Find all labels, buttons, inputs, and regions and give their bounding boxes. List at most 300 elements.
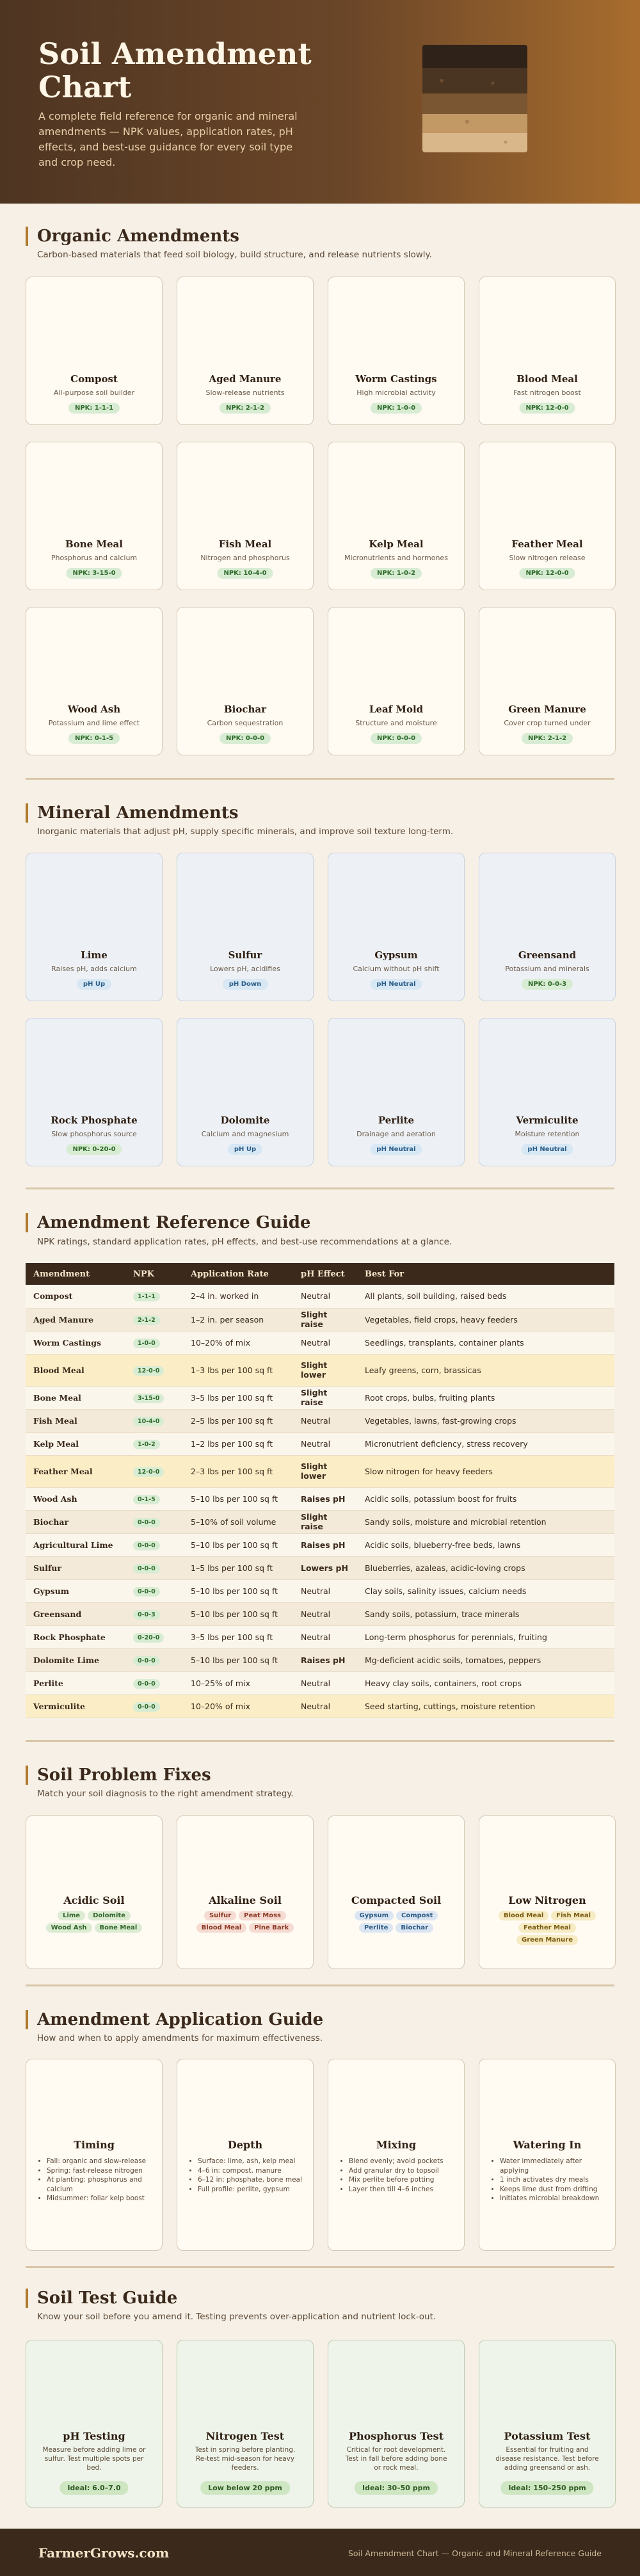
list-item: • Midsummer: foliar kelp boost <box>47 2194 153 2203</box>
tests-section-title: Soil Test Guide <box>26 2289 177 2308</box>
ph-effect: Neutral <box>293 1409 357 1432</box>
npk-badge: 12-0-0 <box>133 1366 164 1376</box>
best-for: Acidic soils, blueberry-free beds, lawns <box>357 1533 614 1556</box>
list-item: • Keeps lime dust from drifting <box>500 2185 606 2194</box>
npk-badge: NPK: 1-0-0 <box>371 403 422 414</box>
table-row <box>26 1671 614 1695</box>
wheelbarrow-icon <box>371 2077 422 2129</box>
fixes-section-title: Soil Problem Fixes <box>26 1766 211 1785</box>
npk-cell <box>125 1386 183 1409</box>
green-manure-plant-icon <box>516 633 580 697</box>
npk-badge: pH Up <box>77 979 111 990</box>
table-row <box>26 1556 614 1579</box>
npk-badge: pH Neutral <box>521 1144 573 1155</box>
ph-effect: Raises pH <box>293 1487 357 1510</box>
soil-layers-icon <box>422 45 527 152</box>
application-rate: 1–2 lbs per 100 sq ft <box>183 1432 293 1455</box>
npk-badge: 0-0-0 <box>133 1564 160 1574</box>
table-row <box>26 1487 614 1510</box>
table-header-row <box>26 1263 614 1285</box>
guide-section-title: Amendment Application Guide <box>26 2010 323 2029</box>
application-rate: 3–5 lbs per 100 sq ft <box>183 1625 293 1648</box>
npk-cell <box>125 1579 183 1602</box>
yellowing-plant-icon <box>522 1833 573 1884</box>
ph-effect: Slight lower <box>293 1455 357 1487</box>
application-rate: 1–2 in. per season <box>183 1308 293 1331</box>
soil-test-card[interactable] <box>26 2340 163 2508</box>
application-guide-card[interactable] <box>328 2059 465 2251</box>
npk-cell <box>125 1308 183 1331</box>
application-rate: 3–5 lbs per 100 sq ft <box>183 1386 293 1409</box>
soil-test-card[interactable] <box>177 2340 314 2508</box>
card-description: Fast nitrogen boost <box>513 389 581 397</box>
list-item: • Full profile: perlite, gypsum <box>198 2185 304 2194</box>
card-title: Wood Ash <box>67 704 121 715</box>
npk-badge: 0-0-0 <box>133 1656 160 1666</box>
amendment-tag: Fish Meal <box>551 1911 596 1920</box>
npk-cell <box>125 1285 183 1308</box>
table-row <box>26 1386 614 1409</box>
npk-cell <box>125 1409 183 1432</box>
application-rate: 10–25% of mix <box>183 1671 293 1695</box>
amendment-name: Rock Phosphate <box>26 1625 125 1648</box>
npk-badge: NPK: 1-0-2 <box>371 568 422 579</box>
fixes-section-subtitle: Match your soil diagnosis to the right amendment strategy. <box>37 1789 294 1799</box>
card-title: Compacted Soil <box>351 1894 442 1906</box>
card-title: Biochar <box>223 704 267 715</box>
leaf-mold-pile-icon <box>365 633 429 697</box>
test-tube-kit-icon <box>220 2358 271 2416</box>
application-rate: 2–3 lbs per 100 sq ft <box>183 1455 293 1487</box>
amendment-name: Compost <box>26 1285 125 1308</box>
amendment-card[interactable] <box>26 853 163 1001</box>
guide-list <box>191 2157 304 2194</box>
application-rate: 2–5 lbs per 100 sq ft <box>183 1409 293 1432</box>
rock-phosphate-pile-icon <box>63 1044 127 1108</box>
card-title: Compost <box>70 373 118 385</box>
amendment-tag: Peat Moss <box>239 1911 286 1920</box>
npk-cell <box>125 1354 183 1386</box>
table-row <box>26 1354 614 1386</box>
amendment-card[interactable] <box>26 607 163 755</box>
npk-badge: NPK: 1-1-1 <box>68 403 120 414</box>
ph-effect: Neutral <box>293 1579 357 1602</box>
footer-brand[interactable]: FarmerGrows.com <box>38 2545 170 2561</box>
card-description: Structure and moisture <box>355 719 437 727</box>
list-item: • Water immediately after applying <box>500 2157 606 2175</box>
soil-problem-card[interactable] <box>177 1815 314 1969</box>
table-row <box>26 1625 614 1648</box>
ph-meter-icon <box>69 1833 120 1884</box>
amendment-card[interactable] <box>479 442 616 590</box>
hero-banner <box>0 0 640 204</box>
best-for: Sandy soils, potassium, trace minerals <box>357 1602 614 1625</box>
card-title: Depth <box>227 2139 263 2151</box>
npk-badge: 0-0-0 <box>133 1587 160 1597</box>
npk-badge: 0-0-0 <box>133 1702 160 1712</box>
best-for: Blueberries, azaleas, acidic-loving crops <box>357 1556 614 1579</box>
amendment-card[interactable] <box>328 853 465 1001</box>
test-vial-kit-icon <box>522 2358 573 2416</box>
amendment-name: Worm Castings <box>26 1331 125 1354</box>
npk-cell <box>125 1533 183 1556</box>
card-title: Acidic Soil <box>63 1894 125 1906</box>
card-description: Calcium and magnesium <box>201 1130 289 1138</box>
amendment-tag: Lime <box>58 1911 85 1920</box>
amendment-tags <box>35 1911 153 1933</box>
npk-badge: NPK: 2-1-2 <box>220 403 271 414</box>
amendment-name: Agricultural Lime <box>26 1533 125 1556</box>
amendment-card[interactable] <box>177 277 314 425</box>
best-for: Sandy soils, moisture and microbial retention <box>357 1510 614 1533</box>
application-rate: 10–20% of mix <box>183 1331 293 1354</box>
reference-section-subtitle: NPK ratings, standard application rates, pH effects, and best-use recommendations at a glance. <box>37 1237 452 1247</box>
card-title: Blood Meal <box>516 373 578 385</box>
soil-problem-card[interactable] <box>479 1815 616 1969</box>
vermiculite-pile-icon <box>516 1044 580 1108</box>
table-row <box>26 1455 614 1487</box>
npk-badge: NPK: 3-15-0 <box>66 568 122 579</box>
card-description: Calcium without pH shift <box>353 965 440 973</box>
list-item: • Initiates microbial breakdown <box>500 2194 606 2203</box>
blood-meal-sack-icon <box>516 303 580 367</box>
amendment-tag: Gypsum <box>355 1911 394 1920</box>
gypsum-pile-icon <box>365 879 429 943</box>
list-item: • Blend evenly; avoid pockets <box>349 2157 455 2166</box>
npk-badge: NPK: 0-1-5 <box>68 733 120 744</box>
biochar-pile-icon <box>214 633 278 697</box>
ph-effect: Slight raise <box>293 1308 357 1331</box>
card-title: Perlite <box>378 1115 415 1126</box>
page-title: Soil Amendment Chart <box>38 36 312 104</box>
card-description: Phosphorus and calcium <box>51 554 138 562</box>
amendment-name: Fish Meal <box>26 1409 125 1432</box>
amendment-name: Blood Meal <box>26 1354 125 1386</box>
soil-problem-card[interactable] <box>26 1815 163 1969</box>
sulfur-pile-icon <box>214 879 278 943</box>
best-for: Seedlings, transplants, container plants <box>357 1331 614 1354</box>
amendment-card[interactable] <box>26 1018 163 1166</box>
card-description: Test in spring before planting. Re-test mid-season for heavy feeders. <box>195 2446 296 2472</box>
list-item: • Add granular dry to topsoil <box>349 2166 455 2176</box>
ph-effect: Slight raise <box>293 1510 357 1533</box>
column-header: Application Rate <box>191 1269 269 1279</box>
npk-cell <box>125 1556 183 1579</box>
mineral-section-subtitle: Inorganic materials that adjust pH, supply specific minerals, and improve soil texture long-term. <box>37 826 454 837</box>
card-title: Watering In <box>513 2139 582 2151</box>
bone-meal-pile-icon <box>63 468 127 532</box>
npk-badge: 1-0-0 <box>133 1339 160 1348</box>
section-divider <box>26 1740 614 1742</box>
amendment-card[interactable] <box>479 1018 616 1166</box>
card-title: Worm Castings <box>355 373 437 385</box>
application-rate: 1–5 lbs per 100 sq ft <box>183 1556 293 1579</box>
npk-badge: 0-20-0 <box>133 1633 164 1643</box>
npk-badge: 1-1-1 <box>133 1292 160 1301</box>
amendment-card[interactable] <box>328 1018 465 1166</box>
kelp-meal-icon <box>365 468 429 532</box>
npk-badge: NPK: 0-0-0 <box>220 733 271 744</box>
table-row <box>26 1409 614 1432</box>
footer-tagline: Soil Amendment Chart — Organic and Mineral Reference Guide <box>348 2548 602 2558</box>
card-description: All-purpose soil builder <box>53 389 135 397</box>
amendment-tags <box>488 1911 606 1945</box>
card-description: Critical for root development. Test in fall before adding bone or rock meal. <box>345 2446 447 2472</box>
npk-cell <box>125 1695 183 1718</box>
manure-pile-icon <box>214 303 278 367</box>
amendment-card[interactable] <box>328 607 465 755</box>
list-item: • 6–12 in: phosphate, bone meal <box>198 2175 304 2185</box>
ph-effect: Neutral <box>293 1695 357 1718</box>
ideal-range-badge: Ideal: 30–50 ppm <box>355 2481 438 2495</box>
npk-badge: 2-1-2 <box>133 1316 160 1325</box>
amendment-card[interactable] <box>479 607 616 755</box>
amendment-card[interactable] <box>177 853 314 1001</box>
best-for: Leafy greens, corn, brassicas <box>357 1354 614 1386</box>
column-header: Amendment <box>33 1269 90 1279</box>
feather-meal-pile-icon <box>516 468 580 532</box>
card-title: Rock Phosphate <box>51 1115 138 1126</box>
amendment-name: Bone Meal <box>26 1386 125 1409</box>
card-title: Fish Meal <box>218 538 272 550</box>
amendment-card[interactable] <box>177 1018 314 1166</box>
amendment-card[interactable] <box>26 277 163 425</box>
amendment-name: Perlite <box>26 1671 125 1695</box>
npk-cell <box>125 1331 183 1354</box>
application-rate: 1–3 lbs per 100 sq ft <box>183 1354 293 1386</box>
list-item: • Surface: lime, ash, kelp meal <box>198 2157 304 2166</box>
list-item: • Spring: fast-release nitrogen <box>47 2166 153 2176</box>
reference-table <box>26 1263 614 1718</box>
card-description: Drainage and aeration <box>356 1130 436 1138</box>
card-title: Dolomite <box>220 1115 270 1126</box>
shovel-icon <box>371 1833 422 1884</box>
wood-ash-pile-icon <box>63 633 127 697</box>
list-item: • 1 inch activates dry meals <box>500 2175 606 2185</box>
watering-can-icon <box>522 2077 573 2129</box>
amendment-tag: Green Manure <box>516 1935 578 1945</box>
best-for: Root crops, bulbs, fruiting plants <box>357 1386 614 1409</box>
table-row <box>26 1602 614 1625</box>
list-item: • Fall: organic and slow-release <box>47 2157 153 2166</box>
amendment-card[interactable] <box>177 607 314 755</box>
amendment-name: Gypsum <box>26 1579 125 1602</box>
list-item: • Layer then till 4–6 inches <box>349 2185 455 2194</box>
amendment-tags <box>337 1911 455 1933</box>
table-row <box>26 1510 614 1533</box>
soil-problem-card[interactable] <box>328 1815 465 1969</box>
ph-effect: Raises pH <box>293 1533 357 1556</box>
card-description: Lowers pH, acidifies <box>210 965 280 973</box>
amendment-card[interactable] <box>328 277 465 425</box>
table-row <box>26 1331 614 1354</box>
list-item: • Mix perlite before potting <box>349 2175 455 2185</box>
card-title: Aged Manure <box>209 373 282 385</box>
best-for: Vegetables, lawns, fast-growing crops <box>357 1409 614 1432</box>
npk-cell <box>125 1432 183 1455</box>
soil-test-card[interactable] <box>328 2340 465 2508</box>
card-title: Vermiculite <box>516 1115 579 1126</box>
table-row <box>26 1308 614 1331</box>
guide-list <box>493 2157 606 2203</box>
application-rate: 5–10 lbs per 100 sq ft <box>183 1648 293 1671</box>
section-divider <box>26 778 614 780</box>
npk-badge: 10-4-0 <box>133 1417 164 1426</box>
npk-badge: NPK: 2-1-2 <box>522 733 573 744</box>
guide-section-subtitle: How and when to apply amendments for maximum effectiveness. <box>37 2033 323 2043</box>
npk-badge: 0-0-0 <box>133 1518 160 1527</box>
npk-badge: 1-0-2 <box>133 1440 160 1449</box>
table-row <box>26 1579 614 1602</box>
seedling-soil-icon <box>220 1833 271 1884</box>
amendment-name: Greensand <box>26 1602 125 1625</box>
amendment-card[interactable] <box>479 277 616 425</box>
section-divider <box>26 1984 614 1986</box>
card-description: Slow nitrogen release <box>509 554 586 562</box>
ph-probe-icon <box>69 2358 120 2416</box>
card-description: Potassium and lime effect <box>48 719 140 727</box>
ph-effect: Raises pH <box>293 1648 357 1671</box>
section-divider <box>26 2266 614 2268</box>
npk-badge: 0-0-3 <box>133 1610 160 1620</box>
amendment-tag: Compost <box>396 1911 438 1920</box>
card-description: Moisture retention <box>515 1130 580 1138</box>
card-title: Green Manure <box>508 704 586 715</box>
card-title: Nitrogen Test <box>205 2430 285 2442</box>
application-guide-card[interactable] <box>479 2059 616 2251</box>
amendment-card[interactable] <box>328 442 465 590</box>
page-subtitle: A complete field reference for organic and mineral amendments — NPK values, application rates, pH effects, and best-use guidance for every soil type and crop need. <box>38 110 298 168</box>
column-header: pH Effect <box>301 1269 345 1279</box>
page-footer <box>0 2529 640 2576</box>
application-rate: 5–10 lbs per 100 sq ft <box>183 1579 293 1602</box>
npk-cell <box>125 1455 183 1487</box>
amendment-name: Sulfur <box>26 1556 125 1579</box>
card-title: Mixing <box>376 2139 417 2151</box>
ph-effect: Neutral <box>293 1432 357 1455</box>
card-description: Cover crop turned under <box>504 719 591 727</box>
perlite-pile-icon <box>365 1044 429 1108</box>
ph-effect: Neutral <box>293 1625 357 1648</box>
card-title: Leaf Mold <box>369 704 424 715</box>
best-for: Heavy clay soils, containers, root crops <box>357 1671 614 1695</box>
card-description: Micronutrients and hormones <box>344 554 448 562</box>
list-item: • 4–6 in: compost, manure <box>198 2166 304 2176</box>
amendment-card[interactable] <box>26 442 163 590</box>
card-title: Feather Meal <box>511 538 583 550</box>
table-row <box>26 1432 614 1455</box>
npk-badge: NPK: 0-0-3 <box>522 979 573 990</box>
ph-effect: Neutral <box>293 1671 357 1695</box>
list-item: • At planting: phosphorus and calcium <box>47 2175 153 2194</box>
amendment-tag: Dolomite <box>88 1911 131 1920</box>
reference-section-title: Amendment Reference Guide <box>26 1213 310 1232</box>
best-for: Clay soils, salinity issues, calcium needs <box>357 1579 614 1602</box>
card-title: Low Nitrogen <box>508 1894 586 1906</box>
application-rate: 5–10% of soil volume <box>183 1510 293 1533</box>
amendment-tags <box>186 1911 304 1933</box>
card-description: Slow-release nutrients <box>205 389 285 397</box>
ph-effect: Neutral <box>293 1331 357 1354</box>
amendment-name: Feather Meal <box>26 1455 125 1487</box>
npk-badge: NPK: 12-0-0 <box>519 568 575 579</box>
amendment-name: Kelp Meal <box>26 1432 125 1455</box>
npk-cell <box>125 1625 183 1648</box>
card-description: Raises pH, adds calcium <box>51 965 137 973</box>
ph-effect: Lowers pH <box>293 1556 357 1579</box>
table-row <box>26 1695 614 1718</box>
ideal-range-badge: Low below 20 ppm <box>200 2481 290 2495</box>
best-for: Seed starting, cuttings, moisture retention <box>357 1695 614 1718</box>
organic-section-subtitle: Carbon-based materials that feed soil biology, build structure, and release nutrients slowly. <box>37 250 432 260</box>
amendment-card[interactable] <box>479 853 616 1001</box>
best-for: Micronutrient deficiency, stress recovery <box>357 1432 614 1455</box>
amendment-name: Wood Ash <box>26 1487 125 1510</box>
worm-castings-icon <box>365 303 429 367</box>
column-header: NPK <box>133 1269 154 1279</box>
amendment-name: Aged Manure <box>26 1308 125 1331</box>
amendment-tag: Bone Meal <box>95 1923 143 1933</box>
ph-effect: Slight raise <box>293 1386 357 1409</box>
npk-badge: 3-15-0 <box>133 1394 164 1403</box>
card-title: Alkaline Soil <box>209 1894 282 1906</box>
amendment-card[interactable] <box>177 442 314 590</box>
organic-section-title: Organic Amendments <box>26 227 239 246</box>
ideal-range-badge: Ideal: 6.0–7.0 <box>60 2481 128 2495</box>
garden-fork-icon <box>220 2077 271 2129</box>
ph-effect: Neutral <box>293 1285 357 1308</box>
card-description: Carbon sequestration <box>207 719 284 727</box>
column-header: Best For <box>365 1269 404 1279</box>
best-for: Mg-deficient acidic soils, tomatoes, peppers <box>357 1648 614 1671</box>
ph-effect: Slight lower <box>293 1354 357 1386</box>
card-description: Measure before adding lime or sulfur. Test multiple spots per bed. <box>42 2446 146 2472</box>
best-for: Long-term phosphorus for perennials, fruiting <box>357 1625 614 1648</box>
card-title: Potassium Test <box>504 2430 591 2442</box>
amendment-tag: Feather Meal <box>518 1923 576 1933</box>
npk-badge: 0-0-0 <box>133 1541 160 1550</box>
amendment-tag: Pine Bark <box>249 1923 294 1933</box>
ideal-range-badge: Ideal: 150–250 ppm <box>500 2481 593 2495</box>
compost-pile-icon <box>63 303 127 367</box>
application-guide-card[interactable] <box>26 2059 163 2251</box>
dolomite-pile-icon <box>214 1044 278 1108</box>
npk-cell <box>125 1648 183 1671</box>
npk-badge: 12-0-0 <box>133 1467 164 1477</box>
card-description: Slow phosphorus source <box>51 1130 137 1138</box>
card-description: High microbial activity <box>356 389 436 397</box>
soil-test-card[interactable] <box>479 2340 616 2508</box>
application-rate: 5–10 lbs per 100 sq ft <box>183 1533 293 1556</box>
mineral-section-title: Mineral Amendments <box>26 803 239 823</box>
amendment-name: Biochar <box>26 1510 125 1533</box>
amendment-tag: Sulfur <box>204 1911 236 1920</box>
card-description: Nitrogen and phosphorus <box>200 554 290 562</box>
npk-badge: NPK: 0-20-0 <box>66 1144 122 1155</box>
application-rate: 5–10 lbs per 100 sq ft <box>183 1487 293 1510</box>
amendment-tag: Perlite <box>359 1923 393 1933</box>
npk-badge: pH Neutral <box>370 979 422 990</box>
card-title: Timing <box>74 2139 115 2151</box>
calendar-icon <box>69 2077 120 2129</box>
amendment-tag: Biochar <box>396 1923 433 1933</box>
npk-badge: pH Up <box>228 1144 262 1155</box>
card-title: Lime <box>81 949 108 961</box>
card-title: Kelp Meal <box>369 538 424 550</box>
application-rate: 10–20% of mix <box>183 1695 293 1718</box>
npk-badge: 0-0-0 <box>133 1679 160 1689</box>
application-guide-card[interactable] <box>177 2059 314 2251</box>
